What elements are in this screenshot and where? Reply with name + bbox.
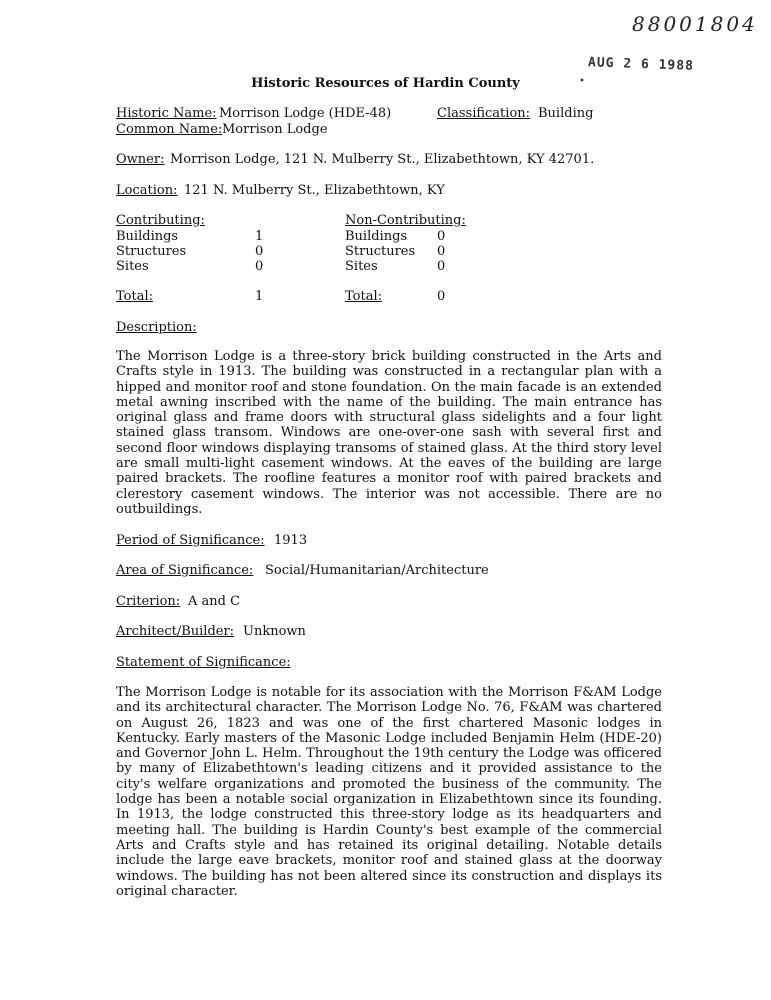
non-contributing-structures-label: Structures — [345, 244, 416, 259]
contributing-sites-value: 0 — [255, 259, 264, 274]
contributing-buildings-value: 1 — [255, 229, 264, 244]
period-value: 1913 — [274, 533, 308, 548]
owner-value: Morrison Lodge, 121 N. Mulberry St., Elizabethtown, KY 42701. — [170, 152, 595, 167]
non-contributing-structures-value: 0 — [437, 244, 446, 259]
non-contributing-total-label: Total: — [345, 289, 383, 304]
classification-label: Classification: — [437, 106, 531, 121]
non-contributing-sites-label: Sites — [345, 259, 378, 274]
architect-label: Architect/Builder: — [116, 624, 235, 639]
contributing-total-label: Total: — [116, 289, 154, 304]
contributing-structures-label: Structures — [116, 244, 187, 259]
common-name-label: Common Name: — [116, 122, 223, 137]
handwritten-reference-number: 88001804 — [632, 12, 758, 36]
contributing-heading: Contributing: — [116, 213, 205, 228]
date-stamp: AUG 2 6 1988 — [587, 55, 695, 74]
contributing-structures-value: 0 — [255, 244, 264, 259]
stamp-mark: • — [579, 76, 585, 87]
architect-value: Unknown — [243, 624, 306, 639]
document-title: Historic Resources of Hardin County — [251, 76, 520, 91]
classification-value: Building — [538, 106, 594, 121]
common-name-value: Morrison Lodge — [222, 122, 328, 137]
criterion-label: Criterion: — [116, 594, 181, 609]
description-heading: Description: — [116, 320, 197, 335]
criterion-value: A and C — [188, 594, 241, 609]
non-contributing-buildings-value: 0 — [437, 229, 446, 244]
contributing-total-value: 1 — [255, 289, 264, 304]
contributing-sites-label: Sites — [116, 259, 149, 274]
historic-name-label: Historic Name: — [116, 106, 217, 121]
non-contributing-sites-value: 0 — [437, 259, 446, 274]
historic-name-value: Morrison Lodge (HDE-48) — [219, 106, 392, 121]
owner-label: Owner: — [116, 152, 165, 167]
statement-heading: Statement of Significance: — [116, 655, 291, 670]
location-value: 121 N. Mulberry St., Elizabethtown, KY — [184, 183, 445, 198]
contributing-buildings-label: Buildings — [116, 229, 179, 244]
non-contributing-total-value: 0 — [437, 289, 446, 304]
description-text: The Morrison Lodge is a three-story brick building constructed in the Arts and Crafts style in 1913. The building was constructed in a rectangular plan with a hipped and monitor roof and stone foundation. On the main facade is an extended metal awning inscribed with the name of the building. The main entrance has original glass and frame doors with structural glass sidelights and a four light stained glass transom. Windows are one-over-one sash with several first and second floor windows displaying transoms of stained glass. At the third story level are small multi-light casement windows. At the eaves of the building are large paired brackets. The roofline features a monitor roof with paired brackets and clerestory casement windows. The interior was not accessible. There are no outbuildings. — [116, 349, 662, 517]
statement-text: The Morrison Lodge is notable for its association with the Morrison F&AM Lodge and its architectural character. The Morrison Lodge No. 76, F&AM was chartered on August 26, 1823 and was one of the first chartered Masonic lodges in Kentucky. Early masters of the Masonic Lodge included Benjamin Helm (HDE-20) and Governor John L. Helm. Throughout the 19th century the Lodge was officered by many of Elizabethtown's leading citizens and it provided assistance to the city's welfare organizations and promoted the business of the community. The lodge has been a notable social organization in Elizabethtown since its founding. In 1913, the lodge constructed this three-story lodge as its headquarters and meeting hall. The building is Hardin County's best example of the commercial Arts and Crafts style and has retained its original detailing. Notable details include the large eave brackets, monitor roof and stained glass at the doorway windows. The building has not been altered since its construction and displays its original character. — [116, 685, 662, 899]
non-contributing-heading: Non-Contributing: — [345, 213, 466, 228]
area-label: Area of Significance: — [116, 563, 254, 578]
location-label: Location: — [116, 183, 178, 198]
non-contributing-buildings-label: Buildings — [345, 229, 408, 244]
area-value: Social/Humanitarian/Architecture — [265, 563, 489, 578]
period-label: Period of Significance: — [116, 533, 265, 548]
